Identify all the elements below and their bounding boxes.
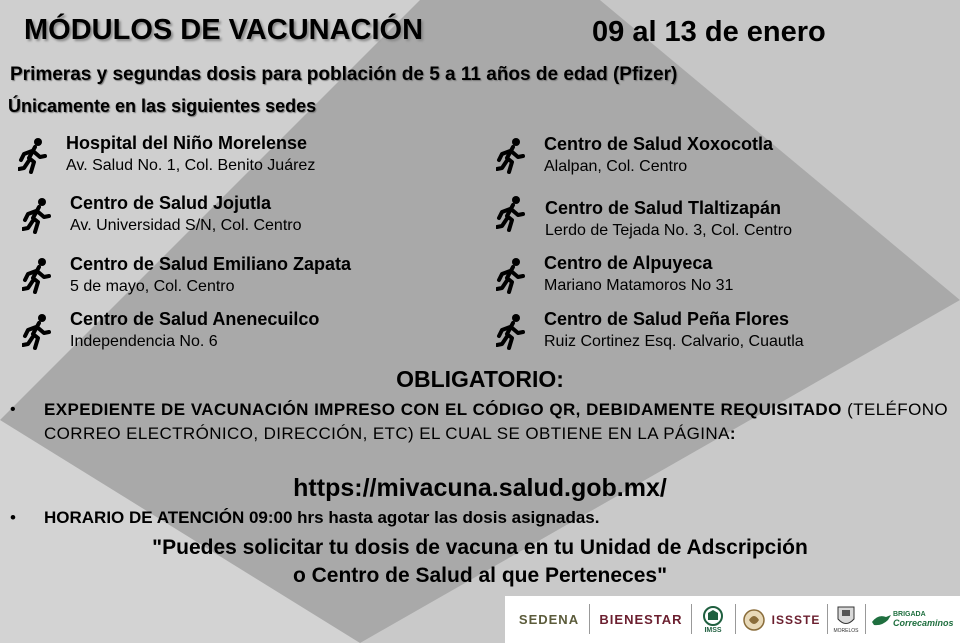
person-walking-icon xyxy=(496,138,526,174)
issste-emblem xyxy=(741,596,767,643)
logos-strip xyxy=(505,596,960,643)
schedule-text: HORARIO DE ATENCIÓN 09:00 hrs hasta agotar las dosis asignadas. xyxy=(44,508,600,527)
sites-heading: Únicamente en las siguientes sedes xyxy=(8,96,317,116)
imss-emblem-icon xyxy=(702,605,724,627)
site-item xyxy=(545,198,792,240)
sedena-logo: SEDENA xyxy=(518,612,580,627)
issste-logo: ISSSTE xyxy=(771,612,821,627)
person-walking-icon xyxy=(18,138,48,174)
issste-emblem-icon xyxy=(742,608,766,632)
requirement-colon: : xyxy=(729,424,736,443)
person-walking-icon xyxy=(496,196,526,232)
site-item xyxy=(70,254,351,296)
site-name: Centro de Salud Emiliano Zapata xyxy=(70,254,352,274)
imss-logo: IMSS xyxy=(697,596,729,643)
requirements-heading: OBLIGATORIO: xyxy=(396,366,564,392)
site-address: 5 de mayo, Col. Centro xyxy=(70,278,235,295)
site-name: Centro de Salud Peña Flores xyxy=(544,309,790,329)
site-item xyxy=(70,193,302,235)
site-item xyxy=(66,133,315,175)
morelos-shield-icon xyxy=(837,606,855,628)
site-address: Independencia No. 6 xyxy=(70,333,218,350)
site-address: Av. Universidad S/N, Col. Centro xyxy=(70,217,302,234)
bullet: • xyxy=(10,508,16,527)
morelos-logo: MORELOS xyxy=(831,596,861,643)
subtitle: Primeras y segundas dosis para población de 5 a 11 años de edad (Pfizer) xyxy=(10,64,678,85)
person-walking-icon xyxy=(22,258,52,294)
person-walking-icon xyxy=(496,258,526,294)
requirement-bold-text: EXPEDIENTE DE VACUNACIÓN IMPRESO CON EL CÓDIGO QR, DEBIDAMENTE REQUISITADO xyxy=(44,400,842,419)
bullet: • xyxy=(10,401,16,418)
date-range: 09 al 13 de enero xyxy=(592,16,826,48)
requirement-item xyxy=(10,398,948,446)
requirement-detail-text: (TELÉFONO CORREO ELECTRÓNICO, DIRECCIÓN, ETC) EL CUAL SE OBTIENE EN LA PÁGINA xyxy=(44,400,948,443)
site-item xyxy=(544,309,804,351)
quote-line-1: "Puedes solicitar tu dosis de vacuna en tu Unidad de Adscripción xyxy=(152,536,808,559)
site-address: Ruiz Cortinez Esq. Calvario, Cuautla xyxy=(544,333,804,350)
site-item xyxy=(544,134,773,176)
roadrunner-icon xyxy=(870,612,892,628)
site-name: Centro de Alpuyeca xyxy=(544,253,713,273)
person-walking-icon xyxy=(22,314,52,350)
quote-line-2: o Centro de Salud al que Perteneces" xyxy=(292,564,668,587)
requirement-text xyxy=(44,398,948,446)
site-address: Alalpan, Col. Centro xyxy=(544,158,688,175)
site-name: Centro de Salud Jojutla xyxy=(70,193,272,213)
brigada-emblem xyxy=(869,596,893,643)
site-name: Hospital del Niño Morelense xyxy=(66,133,308,153)
site-name: Centro de Salud Anenecuilco xyxy=(70,309,320,329)
site-item xyxy=(544,253,733,295)
site-address: Mariano Matamoros No 31 xyxy=(544,277,734,294)
brigada-logo: BRIGADA Correcaminos xyxy=(893,611,954,628)
bienestar-logo: BIENESTAR xyxy=(599,612,683,627)
site-name: Centro de Salud Xoxocotla xyxy=(544,134,774,154)
site-address: Lerdo de Tejada No. 3, Col. Centro xyxy=(545,222,792,239)
site-item xyxy=(70,309,319,351)
registration-url[interactable]: https://mivacuna.salud.gob.mx/ xyxy=(293,474,667,502)
site-address: Av. Salud No. 1, Col. Benito Juárez xyxy=(66,157,316,174)
person-walking-icon xyxy=(22,198,52,234)
site-name: Centro de Salud Tlaltizapán xyxy=(545,198,782,218)
person-walking-icon xyxy=(496,314,526,350)
page-title: MÓDULOS DE VACUNACIÓN xyxy=(24,14,424,46)
